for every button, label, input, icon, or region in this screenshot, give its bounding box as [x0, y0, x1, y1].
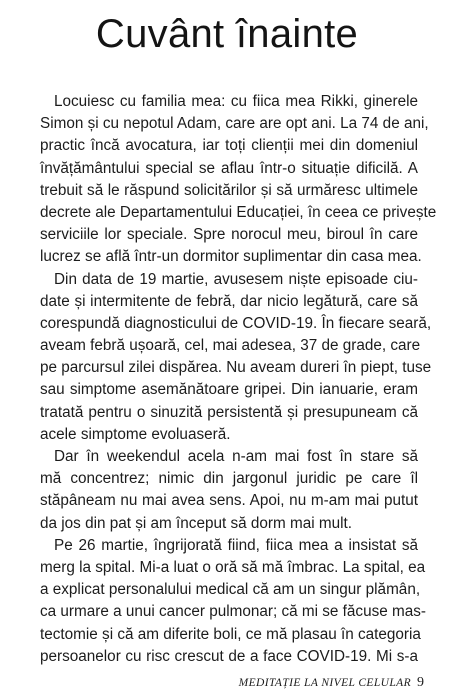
text-line: trebuit să le răspund solicitărilor și să urmăresc ultimele: [40, 181, 418, 199]
text-line: Locuiesc cu familia mea: cu fiica mea Rikki, ginerele: [54, 93, 418, 110]
text-line: învățământului special se aflau într-o situație dificilă. A: [40, 159, 418, 177]
text-line: a explicat personalului medical că am un singur plămân,: [40, 581, 421, 599]
text-line: practic încă avocatura, iar toți clienții mei din domeniul: [40, 137, 418, 155]
chapter-title: Cuvânt înainte: [95, 12, 359, 56]
text-line: tratată pentru o sinuzită persistentă și presupuneam că: [40, 403, 418, 421]
text-line: lucrez se află într-un dormitor suplimentar din casa mea.: [40, 248, 422, 266]
text-line: Dar în weekendul acela n-am mai fost în stare să: [54, 448, 418, 465]
text-line: persoanelor cu risc crescut de a face COVID-19. Mi s-a: [40, 647, 418, 665]
text-line: mă concentrez; nimic din jargonul juridic pe care îl: [40, 470, 418, 488]
text-line: decrete ale Departamentului Educației, în ceea ce privește: [40, 203, 437, 221]
text-line: Pe 26 martie, îngrijorată fiind, fiica mea a insistat să: [54, 536, 418, 554]
paragraph: [40, 269, 432, 447]
text-line: ca urmare a unui cancer pulmonar; că mi se făcuse mas-: [40, 603, 426, 621]
page-footer: [239, 676, 424, 690]
text-line: date și intermitente de febră, dar nicio legătură, care să: [40, 292, 418, 310]
paragraph: [40, 91, 437, 269]
body-text: [40, 91, 437, 668]
paragraph: [40, 446, 418, 535]
paragraph: [40, 535, 426, 668]
text-line: da jos din pat și am început să dorm mai mult.: [40, 514, 353, 532]
text-line: corespundă diagnosticului de COVID-19. În fiecare seară,: [40, 314, 432, 332]
page-number: 9: [417, 675, 424, 690]
text-line: serviciile lor speciale. Spre norocul meu, biroul în care: [40, 226, 418, 244]
text-line: Simon și cu nepotul Adam, care are opt ani. La 74 de ani,: [40, 115, 429, 133]
text-line: sau simptome asemănătoare gripei. Din ianuarie, eram: [40, 381, 418, 399]
text-line: merg la spital. Mi-a luat o oră să mă îmbrac. La spital, ea: [40, 558, 426, 576]
text-line: tectomie și că am diferite boli, ce mă plasau în categoria: [40, 625, 421, 643]
text-line: acele simptome evoluaseră.: [40, 425, 231, 443]
running-head: MEDITAȚIE LA NIVEL CELULAR: [238, 677, 411, 689]
text-line: Din data de 19 martie, avusesem niște episoade ciu-: [54, 270, 418, 288]
text-line: aveam febră ușoară, cel, mai adesea, 37 de grade, care: [40, 337, 421, 355]
text-line: pe parcursul zilei dispărea. Nu aveam dureri în piept, tuse: [40, 359, 432, 377]
text-line: stăpâneam nu mai avea sens. Apoi, nu m-am mai putut: [40, 492, 418, 510]
